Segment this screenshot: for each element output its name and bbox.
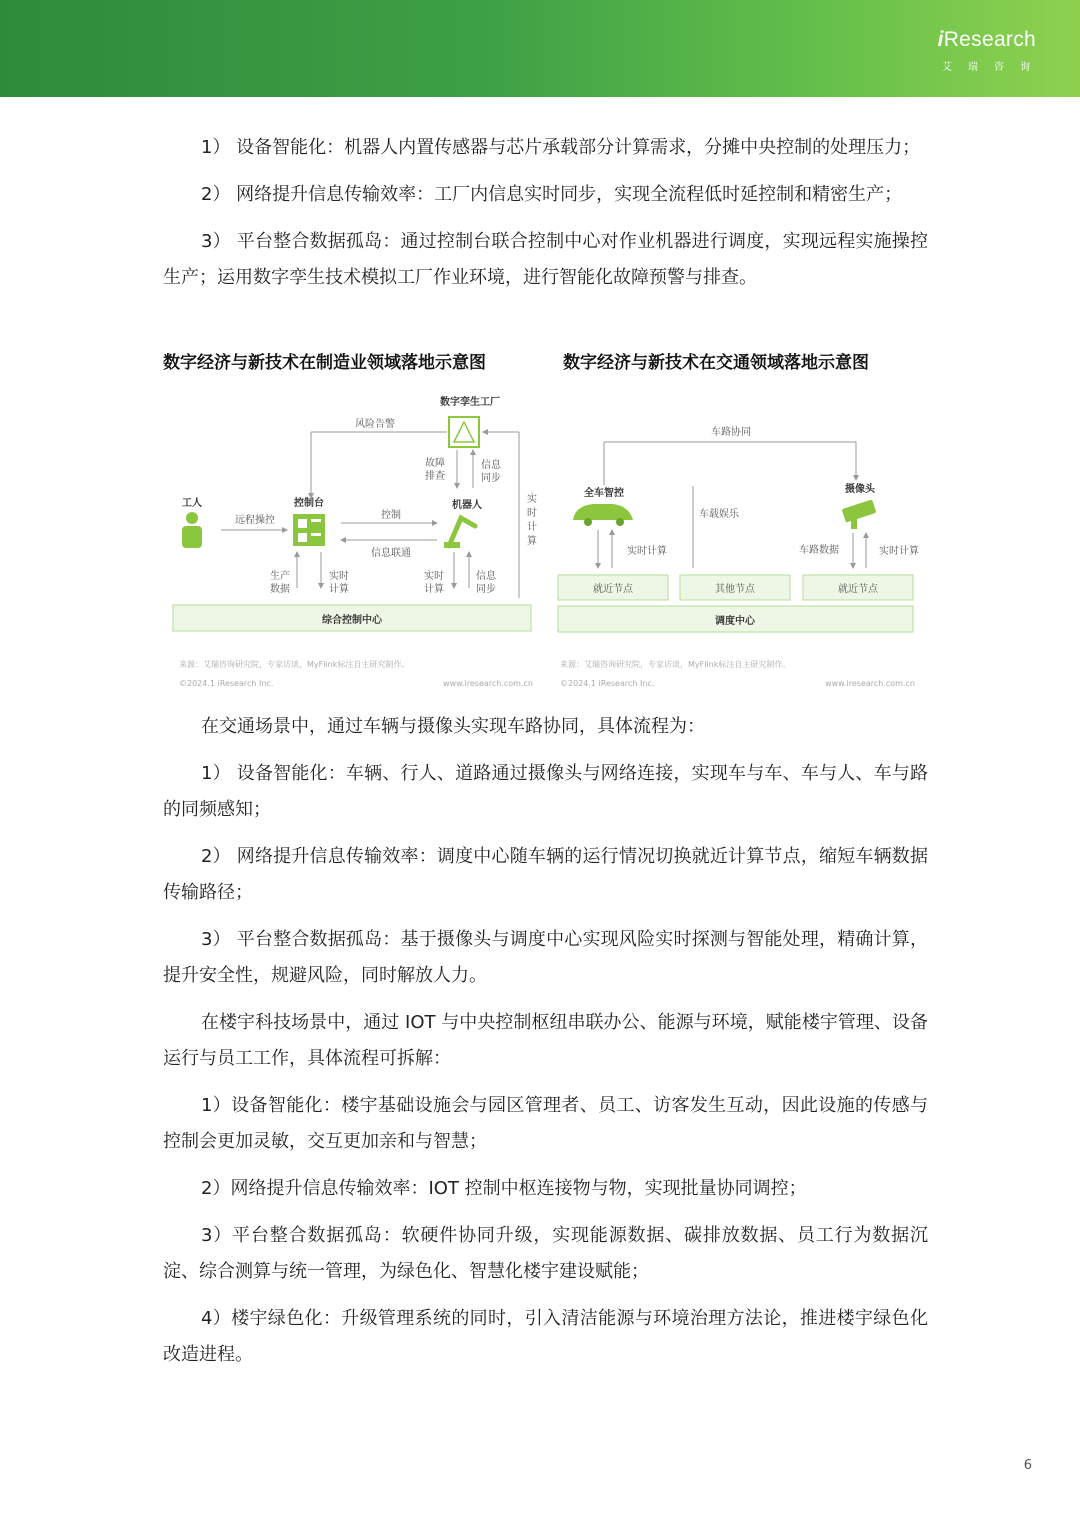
chart-title-traffic: 数字经济与新技术在交通领域落地示意图 [563, 353, 869, 373]
copyright-left: ©2024.1 iResearch Inc. [179, 679, 274, 688]
car-entertainment-label: 车载娱乐 [699, 509, 739, 520]
source-right: 来源：艾瑞咨询研究院，专家访谈，MyFlink标注自主研究制作。 [560, 660, 791, 669]
body-text-bottom [163, 709, 928, 1384]
info-link-label: 信息联通 [371, 548, 411, 559]
copyright-right: ©2024.1 iResearch Inc. [560, 679, 655, 688]
twin-factory-label: 数字孪生工厂 [440, 397, 500, 408]
worker-label: 工人 [182, 498, 202, 509]
paragraph: 2） 网络提升信息传输效率：工厂内信息实时同步，实现全流程低时延控制和精密生产； [201, 184, 903, 205]
car-icon [573, 504, 633, 520]
remote-control-label: 远程操控 [235, 515, 275, 526]
robot-label: 机器人 [452, 500, 482, 511]
info-sync-bottom-2: 同步 [476, 584, 496, 595]
paragraph: 3） 平台整合数据孤岛：通过控制台联合控制中心对作业机器进行调度，实现远程实施操控生产；运用数字孪生技术模拟工厂作业环境，进行智能化故障预警与排查。 [163, 231, 928, 288]
dispatch-center-label: 调度中心 [715, 616, 755, 627]
full-car-control-label: 全车智控 [584, 488, 624, 499]
paragraph: 4）楼宇绿色化：升级管理系统的同时，引入清洁能源与环境治理方法论，推进楼宇绿色化改造进程。 [163, 1308, 928, 1365]
source-left: 来源：艾瑞咨询研究院，专家访谈，MyFlink标注自主研究制作。 [179, 660, 410, 669]
logo-prefix: i [937, 28, 944, 51]
realtime-calc-v3: 计 [527, 522, 537, 533]
site-left: www.iresearch.com.cn [443, 679, 533, 688]
traffic-diagram [558, 425, 919, 688]
realtime-calc-1b: 计算 [329, 584, 349, 595]
fault-check-label-2: 排查 [425, 471, 445, 482]
realtime-calc-left-label: 实时计算 [627, 546, 667, 557]
realtime-calc-1a: 实时 [329, 571, 349, 582]
camera-label: 摄像头 [845, 484, 875, 495]
chart-titles [163, 348, 928, 378]
paragraph: 在交通场景中，通过车辆与摄像头实现车路协同，具体流程为： [201, 716, 705, 737]
realtime-calc-v1: 实 [527, 494, 537, 505]
header-banner [0, 0, 1080, 97]
risk-alert-label: 风险告警 [355, 419, 395, 430]
logo-sub-text: 艾瑞咨询 [942, 62, 1046, 73]
node-label-1: 就近节点 [593, 584, 633, 595]
control-center-label: 综合控制中心 [322, 615, 382, 626]
vehicle-road-label: 车路协同 [711, 427, 751, 438]
diagrams-figure [163, 388, 928, 693]
production-data-2: 数据 [270, 584, 290, 595]
node-label-3: 就近节点 [838, 584, 878, 595]
fault-check-label-1: 故障 [425, 458, 445, 469]
paragraph: 1） 设备智能化：车辆、行人、道路通过摄像头与网络连接，实现车与车、车与人、车与路的同频感知； [163, 763, 928, 820]
page-number: 6 [1023, 1458, 1032, 1473]
console-icon [293, 514, 325, 546]
realtime-calc-v2: 时 [527, 508, 537, 519]
paragraph: 1） 设备智能化：机器人内置传感器与芯片承载部分计算需求，分摊中央控制的处理压力； [201, 137, 921, 158]
paragraph: 3）平台整合数据孤岛：软硬件协同升级，实现能源数据、碳排放数据、员工行为数据沉淀、综合测算与统一管理，为绿色化、智慧化楼宇建设赋能； [163, 1225, 928, 1282]
manufacturing-diagram [173, 395, 537, 688]
paragraph: 2） 网络提升信息传输效率：调度中心随车辆的运行情况切换就近计算节点，缩短车辆数据传输路径； [163, 846, 928, 903]
realtime-calc-2a: 实时 [424, 571, 444, 582]
iresearch-logo [937, 28, 1046, 73]
info-sync-top-1: 信息 [481, 460, 501, 471]
info-sync-top-2: 同步 [481, 473, 501, 484]
paragraph: 3） 平台整合数据孤岛：基于摄像头与调度中心实现风险实时探测与智能处理，精确计算，提升安全性，规避风险，同时解放人力。 [163, 929, 928, 986]
control-label: 控制 [381, 510, 401, 521]
realtime-calc-v4: 算 [527, 536, 537, 547]
robot-icon [449, 518, 475, 546]
road-data-label: 车路数据 [799, 545, 839, 556]
node-label-2: 其他节点 [715, 584, 755, 595]
realtime-calc-right-label: 实时计算 [879, 546, 919, 557]
realtime-calc-2b: 计算 [424, 584, 444, 595]
chart-title-manufacturing: 数字经济与新技术在制造业领域落地示意图 [163, 353, 486, 373]
paragraph: 1）设备智能化：楼宇基础设施会与园区管理者、员工、访客发生互动，因此设施的传感与控制会更加灵敏，交互更加亲和与智慧； [163, 1095, 928, 1152]
production-data-1: 生产 [270, 571, 290, 582]
body-text-top [163, 130, 928, 307]
logo-main-text: Research [943, 28, 1036, 51]
info-sync-bottom-1: 信息 [476, 571, 496, 582]
console-label: 控制台 [294, 498, 324, 509]
site-right: www.iresearch.com.cn [825, 679, 915, 688]
paragraph: 2）网络提升信息传输效率：IOT 控制中枢连接物与物，实现批量协同调控； [201, 1178, 807, 1199]
camera-icon [842, 499, 877, 522]
worker-icon [186, 512, 198, 524]
paragraph: 在楼宇科技场景中，通过 IOT 与中央控制枢纽串联办公、能源与环境，赋能楼宇管理、设备运行与员工工作，具体流程可拆解： [163, 1012, 928, 1069]
